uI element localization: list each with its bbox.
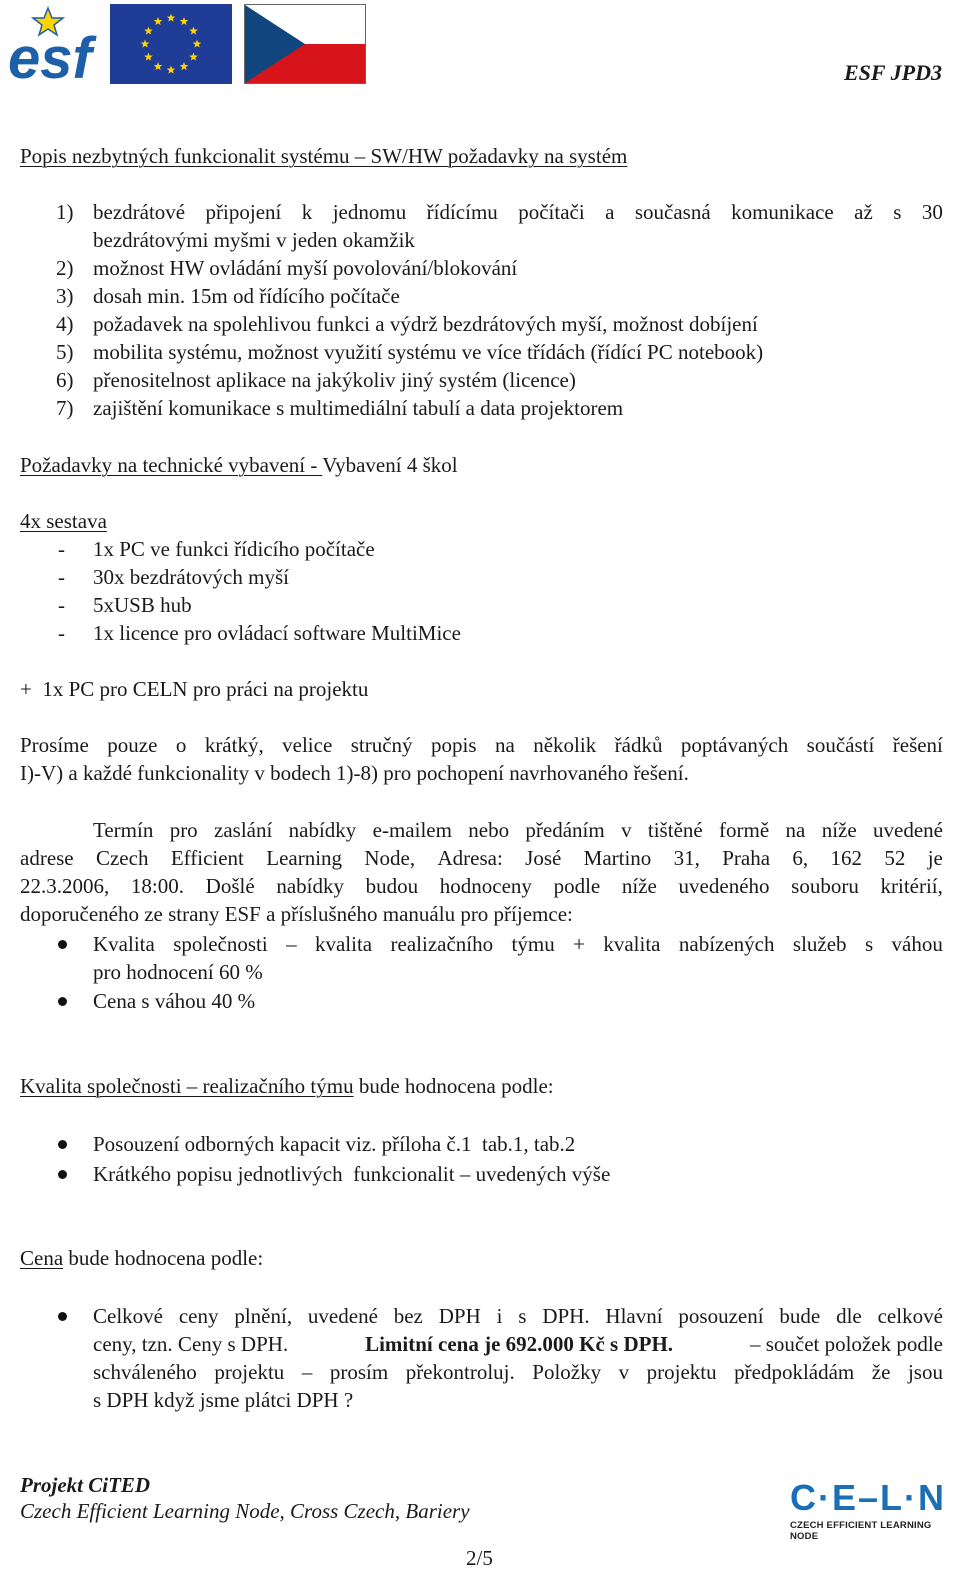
list-item: 1x licence pro ovládací software MultiMice [93, 621, 461, 645]
celn-logo-letters: C·E–L·N [790, 1477, 946, 1518]
star-icon [180, 62, 189, 70]
bullet [58, 997, 67, 1006]
list-item-text: požadavek na spolehlivou funkci a výdrž bezdrátových myší, možnost dobíjení [93, 312, 758, 336]
word: zaslání [214, 818, 273, 842]
paragraph2-line3 [20, 872, 943, 900]
word: o [175, 733, 187, 757]
word: budou [365, 874, 419, 898]
word: Adresa: [437, 846, 503, 870]
page-number: 2/5 [466, 1546, 493, 1570]
bullet [58, 1312, 67, 1321]
star-icon [193, 40, 202, 48]
word: dle [836, 1304, 862, 1328]
star-icon [189, 53, 198, 61]
word: nabídky [276, 874, 344, 898]
word: uvedené [873, 818, 943, 842]
word: s [893, 200, 902, 224]
star-icon [180, 17, 189, 25]
eu-stars [110, 4, 232, 84]
eu-flag [110, 4, 232, 84]
word: projektu [646, 1360, 717, 1384]
list-number: 1) [56, 200, 74, 224]
price-item-post: – součet položek podle [744, 1332, 943, 1356]
word: Martino [583, 846, 652, 870]
word: předpokládám [734, 1360, 855, 1384]
word: krátký, [204, 733, 264, 757]
word: a [605, 200, 615, 224]
dash-marker: - [58, 537, 65, 561]
price-item-line3 [93, 1358, 943, 1386]
word: kritérií, [880, 874, 943, 898]
word: 52 [884, 846, 906, 870]
list-item-text: bezdrátovými myšmi v jeden okamžik [93, 228, 415, 252]
word: Prosíme [20, 733, 89, 757]
word: Node, [364, 846, 416, 870]
word: hodnoceny [439, 874, 532, 898]
star-icon [144, 27, 153, 35]
word: k [301, 200, 313, 224]
word: je [927, 846, 943, 870]
word: počítači [518, 200, 585, 224]
word: 6, [792, 846, 809, 870]
dash-marker: - [58, 593, 65, 617]
list-item-text: zajištění komunikace s multimediální tabulí a data projektorem [93, 396, 624, 420]
word: překontroluj. [405, 1360, 515, 1384]
list-item-text: mobilita systému, možnost využití systému ve více třídách (řídící PC notebook) [93, 340, 764, 364]
section2-title-rest: Vybavení 4 škol [322, 453, 458, 477]
word: služeb [792, 932, 847, 956]
quality-item-text: Krátkého popisu jednotlivých funkcionalit – uvedených výše [93, 1162, 611, 1186]
word: Efficient [170, 846, 244, 870]
bullet [58, 940, 67, 949]
star-icon [167, 14, 176, 22]
footer-project-title: Projekt CiTED [20, 1473, 151, 1497]
star-icon [189, 27, 198, 35]
list-number: 3) [56, 284, 74, 308]
list-number: 5) [56, 340, 74, 364]
section3-title-underlined: Kvalita společnosti – realizačního týmu [20, 1074, 354, 1098]
word: Kvalita [93, 932, 155, 956]
word: souboru [791, 874, 859, 898]
word: kvalita [603, 932, 661, 956]
word: uvedeného [678, 874, 770, 898]
paragraph2-line2 [20, 844, 943, 872]
word: týmu [511, 932, 555, 956]
celn-logo [790, 1477, 955, 1542]
word: v [618, 1360, 630, 1384]
section1-title: Popis nezbytných funkcionalit systému – SW/HW požadavky na systém [20, 144, 628, 168]
paragraph2-line4: doporučeného ze strany ESF a příslušného manuálu pro příjemce: [20, 902, 573, 926]
bullet [58, 1140, 67, 1149]
word: jednomu [332, 200, 407, 224]
dash-marker: - [58, 621, 65, 645]
word: 30 [921, 200, 943, 224]
word: realizačního [390, 932, 494, 956]
bullet [58, 1170, 67, 1179]
word: v [621, 818, 632, 842]
word: Hlavní [605, 1304, 663, 1328]
word: řádků [614, 733, 663, 757]
word: poptávaných [680, 733, 789, 757]
price-item-line4: s DPH když jsme plátci DPH ? [93, 1388, 354, 1412]
criteria-item-text: Cena s váhou 40 % [93, 989, 256, 1013]
paragraph1-line1 [20, 731, 943, 759]
word: bez [393, 1304, 423, 1328]
word: 18:00. [130, 874, 184, 898]
word: současná [634, 200, 711, 224]
word: nebo [468, 818, 510, 842]
paragraph2-line1 [93, 816, 943, 844]
word: několik [533, 733, 597, 757]
esf-logo-text: esf [8, 26, 92, 84]
word: posouzení [678, 1304, 764, 1328]
section2-title [20, 451, 458, 479]
quality-item-text: Posouzení odborných kapacit viz. příloha č.1 tab.1, tab.2 [93, 1132, 576, 1156]
list-item-text: možnost HW ovládání myší povolování/blokování [93, 256, 518, 280]
star-icon [167, 66, 176, 74]
star-icon [144, 53, 153, 61]
word: váhou [891, 932, 943, 956]
word: Položky [532, 1360, 602, 1384]
word: níže [821, 818, 857, 842]
star-icon [154, 62, 163, 70]
czech-flag-graphic [245, 5, 365, 83]
word: projektu [214, 1360, 285, 1384]
word: 162 [830, 846, 863, 870]
word: DPH. [542, 1304, 590, 1328]
price-limit: Limitní cena je 692.000 Kč s DPH. [365, 1332, 674, 1356]
list-item-text: přenositelnost aplikace na jakýkoliv jiný systém (licence) [93, 368, 576, 392]
star-icon [154, 17, 163, 25]
word: řešení [892, 733, 943, 757]
word: 22.3.2006, [20, 874, 110, 898]
word: bezdrátové [93, 200, 186, 224]
paragraph1-line2: I)-V) a každé funkcionality v bodech 1)-8) pro pochopení navrhovaného řešení. [20, 761, 689, 785]
word: e-mailem [372, 818, 452, 842]
section3-title-rest: bude hodnocena podle: [353, 1074, 554, 1098]
word: připojení [205, 200, 282, 224]
word: s [518, 1304, 527, 1328]
word: Learning [266, 846, 343, 870]
word: celkové [877, 1304, 943, 1328]
celn-logo-caption: CZECH EFFICIENT LEARNING NODE [790, 1520, 932, 1542]
word: společnosti [173, 932, 268, 956]
word: nabídky [288, 818, 357, 842]
section4-title-rest: bude hodnocena podle: [63, 1246, 264, 1270]
word: i [496, 1304, 503, 1328]
word: uvedené [307, 1304, 378, 1328]
list-item: 30x bezdrátových myší [93, 565, 289, 589]
list-item: 1x PC ve funkci řídicího počítače [93, 537, 375, 561]
word: níže [621, 874, 657, 898]
list-number: 7) [56, 396, 74, 420]
word: tištěné [647, 818, 703, 842]
word: José [525, 846, 562, 870]
word: až [854, 200, 873, 224]
list-number: 2) [56, 256, 74, 280]
czech-flag [244, 4, 366, 84]
word: DPH [438, 1304, 481, 1328]
footer-project-subtitle: Czech Efficient Learning Node, Cross Czech, Bariery [20, 1499, 470, 1523]
word: popis [431, 733, 477, 757]
doc-code: ESF JPD3 [843, 60, 942, 85]
section4-title [20, 1244, 263, 1272]
word: ceny [178, 1304, 219, 1328]
word: řídícímu [426, 200, 498, 224]
word: Celkové [93, 1304, 163, 1328]
word: stručný [350, 733, 413, 757]
word: 31, [673, 846, 700, 870]
criteria-item-text: pro hodnocení 60 % [93, 960, 263, 984]
word: adrese [20, 846, 74, 870]
word: – [301, 1360, 313, 1384]
word: že [871, 1360, 891, 1384]
set-label: 4x sestava [20, 509, 107, 533]
dash-marker: - [58, 565, 65, 589]
word: plnění, [234, 1304, 293, 1328]
word: komunikace [731, 200, 834, 224]
word: formě [719, 818, 770, 842]
word: prosím [329, 1360, 389, 1384]
esf-logo-graphic [8, 4, 108, 84]
list-number: 6) [56, 368, 74, 392]
word: schváleného [93, 1360, 197, 1384]
word: kvalita [314, 932, 373, 956]
list-item-text: dosah min. 15m od řídícího počítače [93, 284, 400, 308]
word: nabízených [678, 932, 775, 956]
word: jsou [907, 1360, 943, 1384]
word: Termín [93, 818, 154, 842]
esf-logo [8, 4, 108, 84]
star-icon [141, 40, 150, 48]
word: s [864, 932, 874, 956]
section4-title-underlined: Cena [20, 1246, 64, 1270]
word: Došlé [205, 874, 255, 898]
list-number: 4) [56, 312, 74, 336]
list-item: 5xUSB hub [93, 593, 192, 617]
list-item-text [93, 198, 943, 226]
word: Praha [722, 846, 771, 870]
word: bude [779, 1304, 821, 1328]
word: – [286, 932, 297, 956]
section2-title-underlined: Požadavky na technické vybavení - [20, 453, 323, 477]
plus-line: + 1x PC pro CELN pro práci na projektu [20, 677, 369, 701]
word: pouze [107, 733, 158, 757]
price-item-line2 [93, 1330, 943, 1358]
word: + [573, 932, 585, 956]
criteria-item-text [93, 930, 943, 958]
price-item-pre: ceny, tzn. Ceny s DPH. [93, 1332, 294, 1356]
section3-title [20, 1072, 554, 1100]
word: pro [169, 818, 198, 842]
word: podle [553, 874, 601, 898]
word: velice [282, 733, 333, 757]
word: Czech [95, 846, 149, 870]
word: na [494, 733, 515, 757]
price-item-line1 [93, 1302, 943, 1330]
word: na [785, 818, 806, 842]
word: součástí [806, 733, 875, 757]
word: předáním [525, 818, 605, 842]
